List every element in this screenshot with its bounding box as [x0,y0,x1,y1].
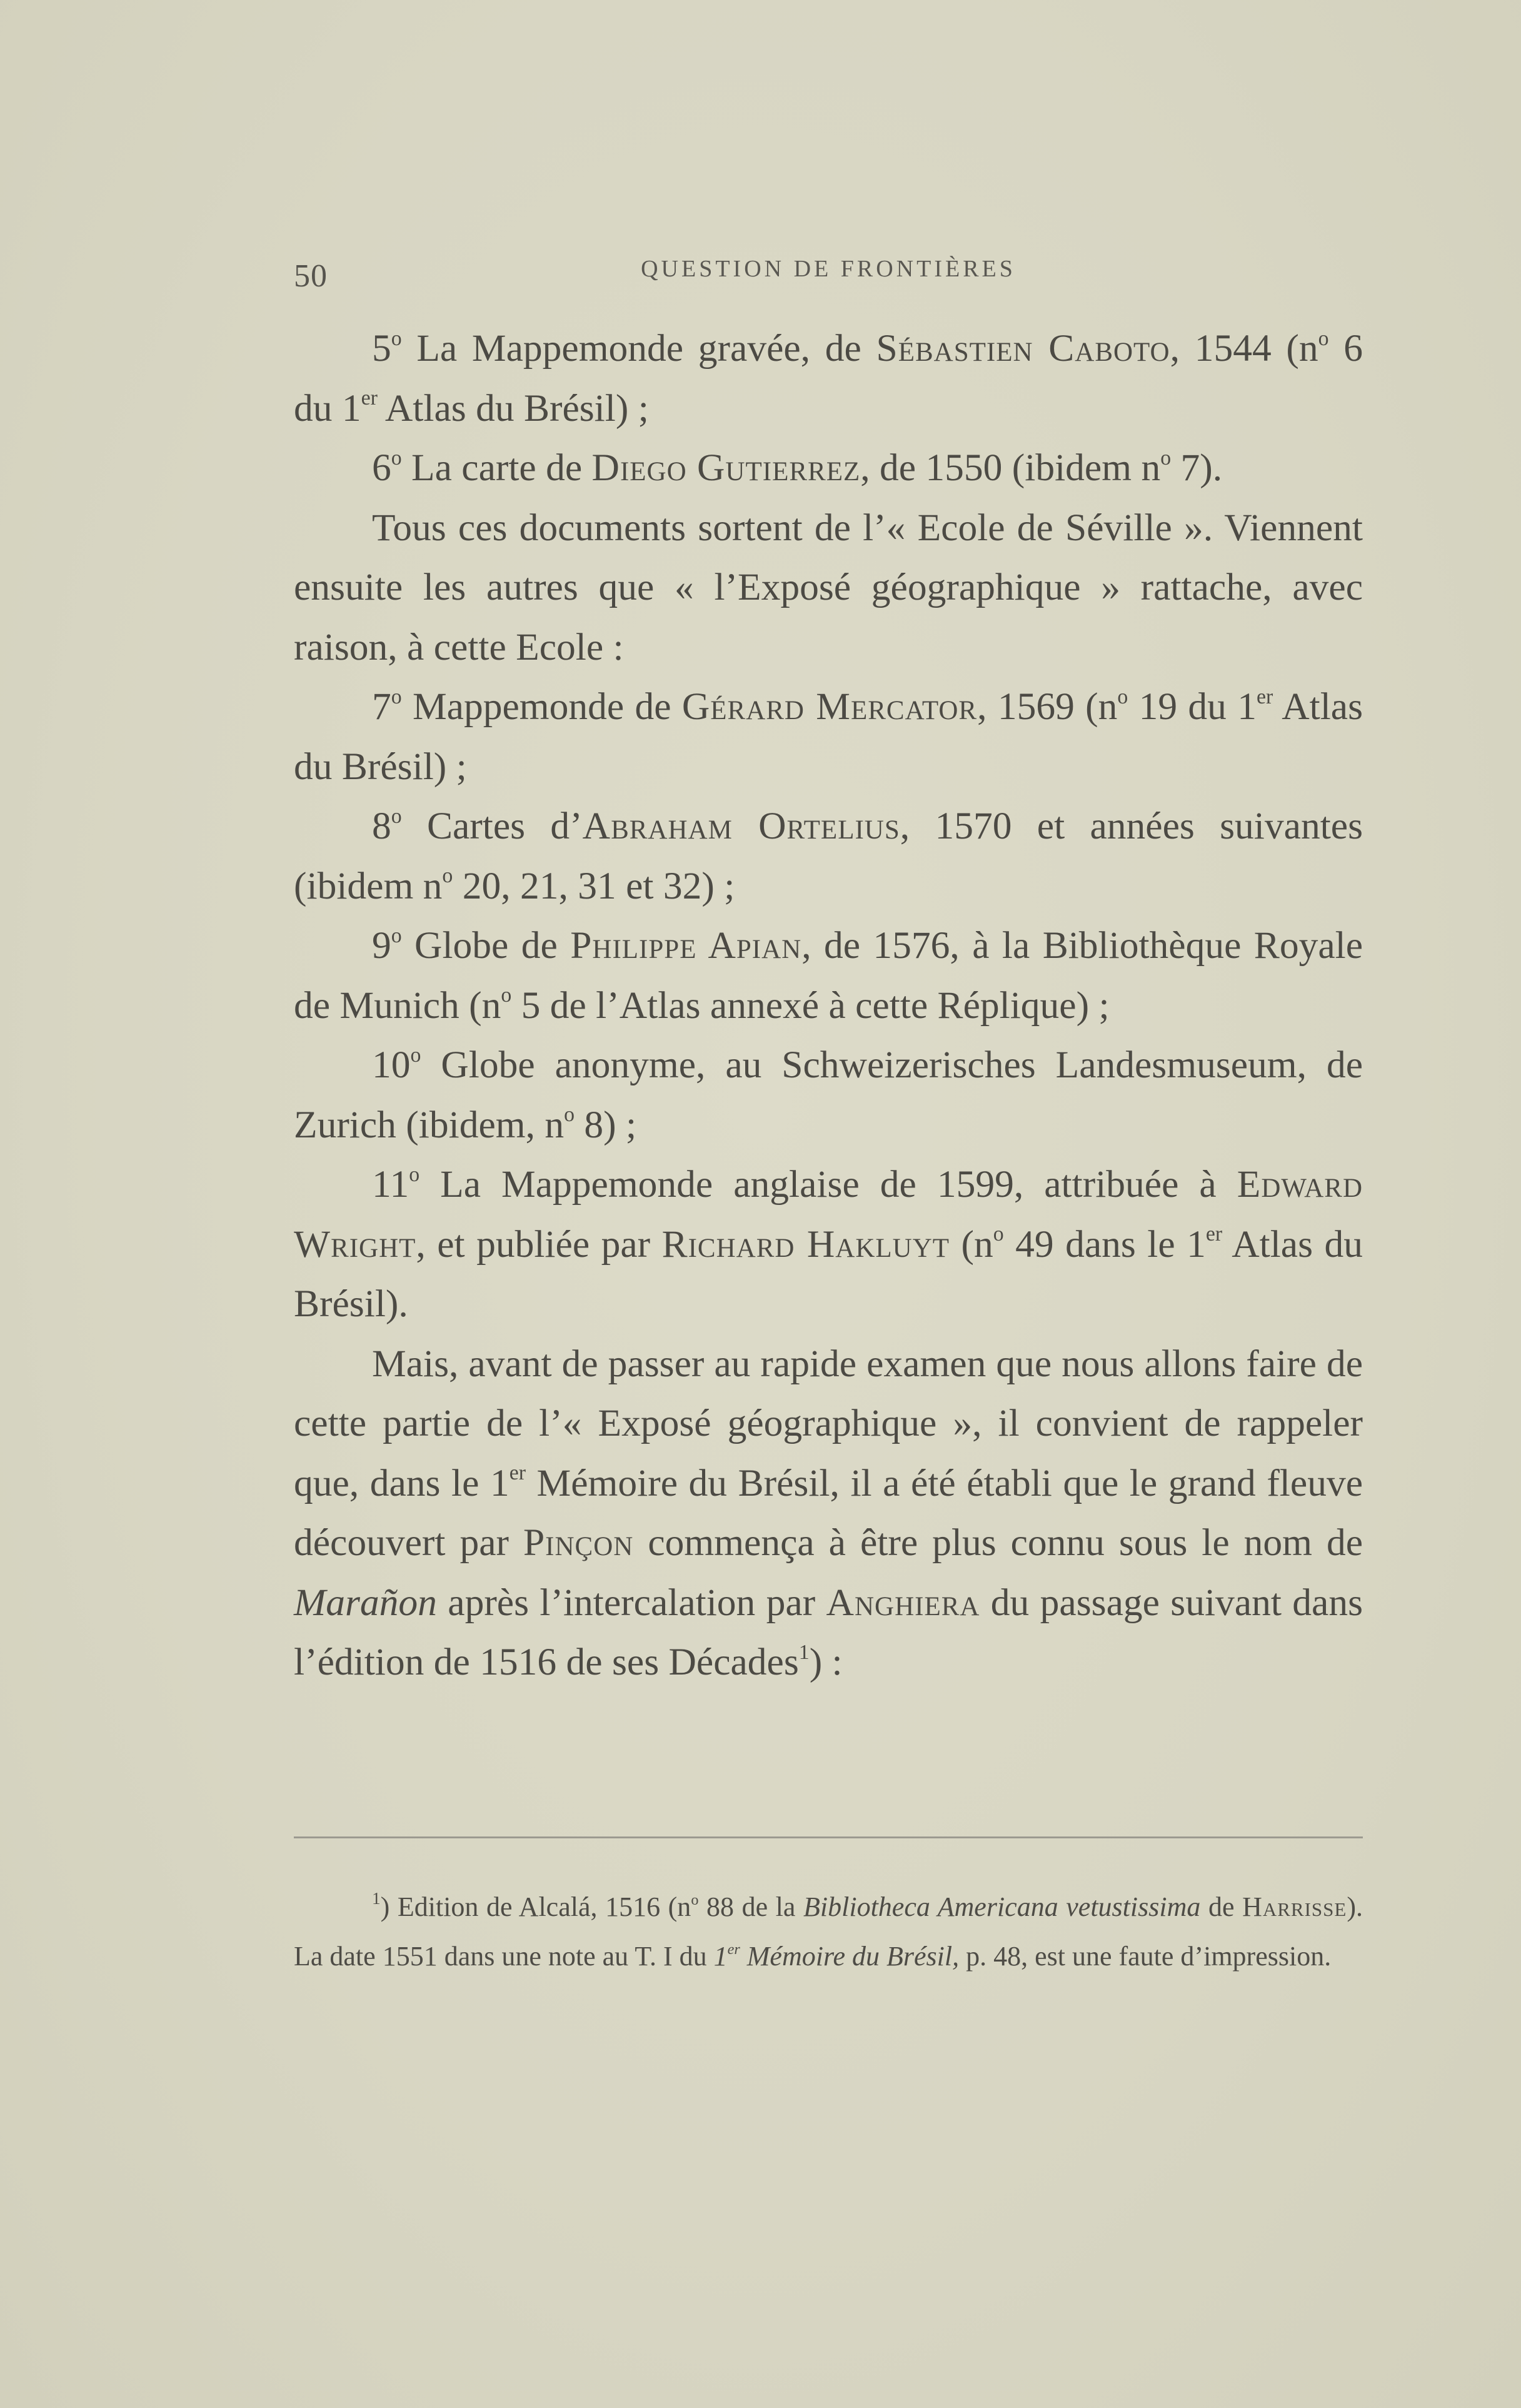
person-name: Philippe Apian [570,924,802,967]
ordinal-superscript: er [1205,1222,1223,1246]
item-number: 11 [372,1163,409,1206]
ordinal-superscript: er [1256,685,1273,708]
paragraph-item-7 [294,677,1363,797]
text-span: , 1570 et années suivantes (ibidem n [294,805,1363,907]
italic-term: Marañon [294,1581,437,1624]
text-span: 8) ; [575,1103,637,1146]
ordinal-superscript: er [727,1940,740,1958]
footnote-reference[interactable]: 1 [798,1640,810,1664]
text-span: 1 [713,1941,728,1972]
paragraph-mais [294,1334,1363,1693]
person-name: Pinçon [523,1521,634,1564]
ordinal-superscript: o [409,1162,420,1186]
item-number: 10 [372,1044,411,1086]
ordinal-superscript: o [1160,446,1172,470]
ordinal-superscript: o [691,1891,699,1908]
person-name: Abraham Ortelius [582,805,900,847]
text-span: du passage suivant dans l’édition de 1516 de ses Décades [294,1581,1363,1683]
text-span: La Mappemonde anglaise de 1599, attribuée à [419,1163,1237,1206]
paragraph-item-8 [294,797,1363,916]
italic-title: Bibliotheca Americana vetustissima [803,1892,1201,1922]
text-span: Mémoire du Brésil, il a été établi que le grand fleuve découvert par [294,1461,1363,1564]
ordinal-superscript: o [391,446,402,470]
text-span: Globe de [401,924,571,967]
ordinal-superscript: o [993,1222,1004,1246]
text-span: Atlas du Brésil) ; [294,685,1363,788]
ordinal-superscript: o [391,924,402,947]
ordinal-superscript: o [1318,326,1329,350]
text-span: ) Edition de Alcalá, 1516 (n [380,1892,691,1922]
text-span: de [1200,1892,1243,1922]
page-number: 50 [294,258,328,294]
italic-title [714,1941,959,1972]
footnote-text [294,1882,1363,1981]
person-name: Harrisse [1242,1892,1347,1922]
ordinal-superscript: o [442,864,453,888]
text-span: 7). [1171,446,1223,489]
text-span: 49 dans le 1 [1003,1222,1206,1266]
ordinal-superscript: o [410,1043,421,1067]
text-span: (n [950,1222,993,1266]
ordinal-superscript: er [361,386,378,410]
text-span: La Mappemonde gravée, de [401,327,876,370]
paragraph-item-10 [294,1035,1363,1155]
text-span: p. 48, est une faute d’impression. [959,1941,1332,1972]
text-span: Globe anonyme, au Schweizerisches Landesmuseum, de Zurich (ibidem, n [294,1044,1363,1146]
text-span: Mais, avant de passer au rapide examen que nous allons faire de cette partie de l’« Exposé géographique », il convient de rappeler que, dans le 1 [294,1342,1363,1504]
ordinal-superscript: o [391,685,402,708]
text-span: 20, 21, 31 et 32) ; [453,864,735,907]
ordinal-superscript: o [501,984,512,1007]
ordinal-superscript: o [391,326,402,350]
text-span: Cartes d’ [401,805,583,847]
text-span: , 1569 (n [977,685,1118,728]
running-title: QUESTION DE FRONTIÈRES [641,256,1016,282]
paragraph-item-11 [294,1155,1363,1334]
text-span: Mémoire du Brésil, [740,1941,960,1972]
text-span: 5 de l’Atlas annexé à cette Réplique) ; [511,984,1110,1027]
text-span: , de 1576, à la Bibliothèque Royale de Munich (n [294,924,1363,1027]
person-name: Edward Wright [294,1163,1363,1266]
ordinal-superscript: er [509,1461,526,1485]
footnote [294,1882,1363,1981]
person-name: Sébastien Caboto [876,327,1170,370]
text-span: 19 du 1 [1128,685,1257,728]
text-span: Atlas du Brésil). [294,1222,1363,1325]
person-name: Gérard Mercator [681,685,978,728]
ordinal-superscript: o [391,804,402,828]
text-span: 88 de la [698,1892,804,1922]
text-span: après l’intercalation par [436,1581,826,1624]
footnote-marker: 1 [372,1888,381,1908]
paragraph-tous: Tous ces documents sortent de l’« Ecole de Séville ». Viennent ensuite les autres que « l’Exposé géographique » rattache, avec raison, à cette Ecole : [294,506,1363,668]
text-span: Atlas du Brésil) ; [377,386,649,430]
person-name: Anghiera [826,1581,980,1624]
text-span: 6 du 1 [294,327,1363,430]
item-number: 9 [372,924,391,967]
paragraph-item-5 [294,319,1363,438]
text-span: , et publiée par [416,1222,662,1266]
text-span: ). La date 1551 dans une note au T. I du [294,1892,1363,1972]
paragraph-item-6 [294,438,1363,498]
text-span: ) : [809,1641,843,1683]
person-name: Diego Gutierrez [591,446,861,489]
text-span: , 1544 (n [1170,327,1318,370]
running-header [294,250,1363,300]
text-span: La carte de [401,446,592,489]
footnote-divider [294,1836,1363,1838]
item-number: 6 [372,446,391,489]
paragraph-item-9 [294,916,1363,1035]
text-span: commença à être plus connu sous le nom de [633,1521,1363,1564]
body-text [294,319,1363,1693]
item-number: 5 [372,327,391,370]
item-number: 8 [372,805,391,847]
ordinal-superscript: o [1117,685,1128,708]
text-span: , de 1550 (ibidem n [860,446,1161,489]
person-name: Richard Hakluyt [661,1222,950,1266]
item-number: 7 [372,685,391,728]
text-span: Mappemonde de [401,685,682,728]
ordinal-superscript: o [564,1103,575,1127]
